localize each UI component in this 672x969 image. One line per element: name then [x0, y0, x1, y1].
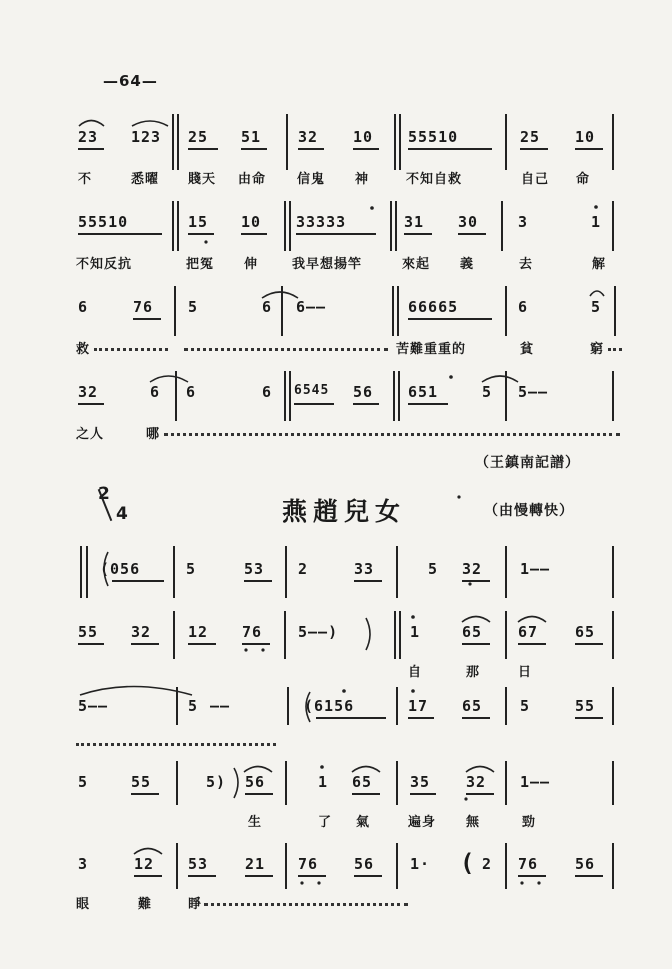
barline — [505, 687, 507, 725]
lyric: 來起 — [402, 257, 431, 272]
underline — [296, 233, 376, 235]
underline — [354, 875, 382, 877]
lyric: 去 — [519, 257, 534, 272]
lyric: 悉曜 — [131, 172, 160, 187]
note-group: 56 — [575, 855, 596, 873]
octave-dot — [411, 689, 415, 693]
note-group: 6 — [262, 298, 273, 316]
tempo-marking: （由慢轉快） — [484, 503, 574, 519]
underline — [352, 793, 380, 795]
underline — [133, 318, 161, 320]
note-group: 32 — [298, 128, 319, 146]
underline — [112, 580, 164, 582]
lyric: 義 — [460, 257, 475, 272]
page-number: —64— — [103, 72, 158, 90]
note-group: 3 — [518, 213, 529, 231]
barline — [285, 546, 287, 598]
transcriber-credit: （王鎮南記譜） — [475, 455, 580, 471]
note-group: 123 — [131, 128, 162, 146]
underline — [354, 580, 382, 582]
lyric: 那 — [466, 665, 481, 680]
note-group: 66665 — [408, 298, 459, 316]
melisma-dots — [204, 903, 408, 906]
octave-dot — [370, 206, 374, 210]
barline — [175, 371, 177, 421]
note-group: 5 — [482, 383, 493, 401]
underline — [408, 318, 492, 320]
barline — [505, 286, 507, 336]
note-group: —— — [210, 697, 231, 715]
lyric: 信鬼 — [297, 172, 326, 187]
note-group: 67 — [518, 623, 539, 641]
underline — [242, 643, 270, 645]
octave-dot — [468, 582, 471, 585]
lyric: 伸 — [244, 257, 259, 272]
note-group: 651 — [408, 383, 439, 401]
underline — [458, 233, 486, 235]
slur — [132, 121, 168, 126]
note-group: 5—— — [78, 697, 109, 715]
barline — [176, 687, 178, 725]
barline — [285, 843, 287, 889]
octave-dot — [342, 689, 346, 693]
lyric: 自 — [408, 665, 423, 680]
note-group: 32 — [462, 560, 483, 578]
octave-dot — [317, 881, 320, 884]
note-group: 12 — [134, 855, 155, 873]
melisma-dots — [184, 348, 388, 351]
barline — [289, 201, 291, 251]
underline — [78, 148, 104, 150]
octave-dot — [300, 881, 303, 884]
note-group: 5) — [206, 773, 227, 791]
lyric: 命 — [576, 172, 591, 187]
note-group: 32 — [131, 623, 152, 641]
melisma-dots — [76, 743, 276, 746]
melisma-dots — [164, 433, 620, 436]
barline — [286, 114, 288, 170]
underline — [298, 875, 326, 877]
note-group: 76 — [133, 298, 154, 316]
underline — [353, 148, 379, 150]
underline — [241, 233, 267, 235]
barline — [80, 546, 82, 598]
barline — [399, 611, 401, 659]
underline — [245, 793, 273, 795]
barline — [396, 761, 398, 805]
note-group: 30 — [458, 213, 479, 231]
barline — [176, 761, 178, 805]
lyric: 不 — [78, 172, 93, 187]
slur — [466, 767, 494, 773]
underline — [408, 148, 492, 150]
note-group: 6 — [186, 383, 197, 401]
slur — [244, 767, 272, 773]
note-group: 65 — [462, 623, 483, 641]
slur — [518, 617, 546, 623]
lyric: 難 — [138, 897, 153, 912]
barline — [392, 286, 394, 336]
octave-dot — [594, 205, 598, 209]
barline — [505, 611, 507, 659]
barline — [289, 371, 291, 421]
barline — [172, 114, 174, 170]
slur — [462, 617, 490, 623]
slur — [482, 376, 518, 382]
note-group: 15 — [188, 213, 209, 231]
underline — [244, 580, 272, 582]
note-group: 5 — [186, 560, 197, 578]
octave-dot — [449, 375, 453, 379]
lyric: 貧 — [520, 342, 535, 357]
barline — [281, 286, 283, 336]
barline — [173, 546, 175, 598]
note-group: 53 — [244, 560, 265, 578]
lyric: 無 — [466, 815, 481, 830]
barline — [396, 687, 398, 725]
barline — [394, 611, 396, 659]
underline — [188, 148, 218, 150]
note-group: 3 — [78, 855, 89, 873]
note-group: 1—— — [520, 560, 551, 578]
barline — [285, 761, 287, 805]
barline — [394, 114, 396, 170]
underline — [188, 233, 214, 235]
note-group: 32 — [466, 773, 487, 791]
note-group: 2 — [482, 855, 493, 873]
note-group: 5——) — [298, 623, 339, 641]
stray-mark — [457, 495, 460, 498]
underline — [78, 643, 104, 645]
barline — [176, 843, 178, 889]
note-group: 1 — [410, 623, 421, 641]
note-group: 10 — [353, 128, 374, 146]
barline — [505, 546, 507, 598]
note-group: 55510 — [78, 213, 129, 231]
barline — [287, 687, 289, 725]
lyric: 由命 — [238, 172, 267, 187]
note-group: 1· — [410, 855, 431, 873]
note-group: 5 — [428, 560, 439, 578]
lyric: 遍身 — [408, 815, 437, 830]
underline — [575, 717, 603, 719]
barline — [612, 371, 614, 421]
lyric: 把冤 — [186, 257, 215, 272]
melisma-dots — [94, 348, 168, 351]
note-group: 56 — [245, 773, 266, 791]
barline — [393, 371, 395, 421]
note-group: 5 — [591, 298, 602, 316]
note-group: 76 — [298, 855, 319, 873]
note-group: 2 — [298, 560, 309, 578]
time-signature — [98, 484, 128, 524]
note-group: 5 — [188, 298, 199, 316]
octave-dot — [411, 615, 415, 619]
lyric: 勁 — [522, 815, 537, 830]
note-group: 76 — [518, 855, 539, 873]
note-group: 12 — [188, 623, 209, 641]
underline — [408, 403, 448, 405]
lyric: 不知反抗 — [76, 257, 133, 272]
note-group: 32 — [78, 383, 99, 401]
underline — [241, 148, 267, 150]
barline — [397, 286, 399, 336]
underline — [294, 403, 334, 405]
note-group: 55510 — [408, 128, 459, 146]
lyric: 哪 — [146, 427, 161, 442]
note-group: 10 — [575, 128, 596, 146]
slur — [150, 376, 188, 382]
lyric: 救 — [76, 342, 91, 357]
note-group: 33 — [354, 560, 375, 578]
octave-dot — [204, 240, 207, 243]
note-group: ( — [460, 849, 476, 877]
lyric: 窮 — [590, 342, 605, 357]
note-group: 56 — [354, 855, 375, 873]
barline — [284, 201, 286, 251]
barline — [396, 843, 398, 889]
underline — [575, 875, 603, 877]
lyric: 解 — [592, 257, 607, 272]
note-group: 35 — [410, 773, 431, 791]
underline — [466, 793, 494, 795]
note-group: 76 — [242, 623, 263, 641]
note-group: 65 — [575, 623, 596, 641]
barline — [505, 371, 507, 421]
underline — [188, 875, 216, 877]
underline — [298, 148, 324, 150]
underline — [518, 643, 546, 645]
close-bracket — [366, 618, 370, 650]
barline — [284, 611, 286, 659]
note-group: 55 — [575, 697, 596, 715]
octave-dot — [244, 648, 247, 651]
barline — [173, 611, 175, 659]
slur — [134, 849, 162, 855]
underline — [353, 403, 379, 405]
underline — [134, 875, 162, 877]
lyric: 日 — [518, 665, 533, 680]
note-group: 6 — [78, 298, 89, 316]
underline — [410, 793, 436, 795]
lyric: 賤天 — [188, 172, 217, 187]
note-group: 5 — [520, 697, 531, 715]
octave-dot — [537, 881, 540, 884]
barline — [399, 114, 401, 170]
octave-dot — [261, 648, 264, 651]
underline — [575, 643, 603, 645]
octave-dot — [320, 765, 324, 769]
barline — [174, 286, 176, 336]
barline — [172, 201, 174, 251]
barline — [395, 201, 397, 251]
barline — [505, 843, 507, 889]
note-group: 1 — [318, 773, 329, 791]
note-group: 31 — [404, 213, 425, 231]
note-group: 53 — [188, 855, 209, 873]
underline — [462, 717, 490, 719]
note-group: 23 — [78, 128, 99, 146]
lyric: 睜 — [188, 897, 203, 912]
barline — [396, 546, 398, 598]
time-signature-top: 2 — [98, 484, 110, 504]
note-group: 55 — [131, 773, 152, 791]
slur — [590, 291, 604, 296]
note-group: (6156 — [304, 697, 355, 715]
barline — [398, 371, 400, 421]
close-bracket — [234, 768, 238, 798]
underline — [188, 643, 216, 645]
barline — [612, 843, 614, 889]
note-group: 17 — [408, 697, 429, 715]
barline — [612, 546, 614, 598]
barline — [612, 761, 614, 805]
underline — [462, 580, 490, 582]
lyric: 了 — [318, 815, 333, 830]
lyric: 之人 — [76, 427, 105, 442]
underline — [131, 793, 159, 795]
note-group: 5 — [188, 697, 199, 715]
lyric: 苦難重重的 — [396, 342, 467, 357]
barline — [505, 114, 507, 170]
note-group: 55 — [78, 623, 99, 641]
note-group: 33333 — [296, 213, 347, 231]
underline — [78, 403, 104, 405]
note-group: 6 — [150, 383, 161, 401]
barline — [177, 114, 179, 170]
time-signature-bottom: 4 — [116, 504, 128, 524]
note-group: 51 — [241, 128, 262, 146]
note-group: (056 — [100, 560, 141, 578]
underline — [245, 875, 273, 877]
lyric: 自己 — [521, 172, 550, 187]
note-group: 1 — [591, 213, 602, 231]
note-group: 6—— — [296, 298, 327, 316]
slur — [352, 767, 380, 773]
underline — [316, 717, 386, 719]
note-group: 56 — [353, 383, 374, 401]
note-group: 6545 — [294, 383, 330, 398]
note-group: 65 — [352, 773, 373, 791]
underline — [408, 717, 434, 719]
underline — [518, 875, 546, 877]
underline — [78, 233, 162, 235]
note-group: 21 — [245, 855, 266, 873]
slur — [79, 121, 104, 127]
barline — [505, 761, 507, 805]
barline — [614, 286, 616, 336]
barline — [177, 201, 179, 251]
barline — [284, 371, 286, 421]
barline — [612, 114, 614, 170]
underline — [404, 233, 432, 235]
barline — [390, 201, 392, 251]
lyric: 神 — [355, 172, 370, 187]
note-group: 25 — [520, 128, 541, 146]
barline — [612, 687, 614, 725]
octave-dot — [464, 797, 467, 800]
note-group: 25 — [188, 128, 209, 146]
note-group: 5 — [78, 773, 89, 791]
note-group: 10 — [241, 213, 262, 231]
lyric: 不知自救 — [406, 172, 463, 187]
lyric: 眼 — [76, 897, 91, 912]
underline — [520, 148, 548, 150]
octave-dot — [520, 881, 523, 884]
lyric: 氣 — [356, 815, 371, 830]
note-group: 5—— — [518, 383, 549, 401]
underline — [131, 643, 159, 645]
note-group: 65 — [462, 697, 483, 715]
melisma-dots — [608, 348, 622, 351]
barline — [612, 611, 614, 659]
song-title: 燕趙兒女 — [282, 497, 407, 526]
underline — [575, 148, 603, 150]
barline — [86, 546, 88, 598]
barline — [501, 201, 503, 251]
note-group: 6 — [518, 298, 529, 316]
lyric: 我早想揚竿 — [292, 257, 363, 272]
barline — [612, 201, 614, 251]
note-group: 6 — [262, 383, 273, 401]
underline — [462, 643, 490, 645]
lyric: 生 — [248, 815, 263, 830]
note-group: 1—— — [520, 773, 551, 791]
